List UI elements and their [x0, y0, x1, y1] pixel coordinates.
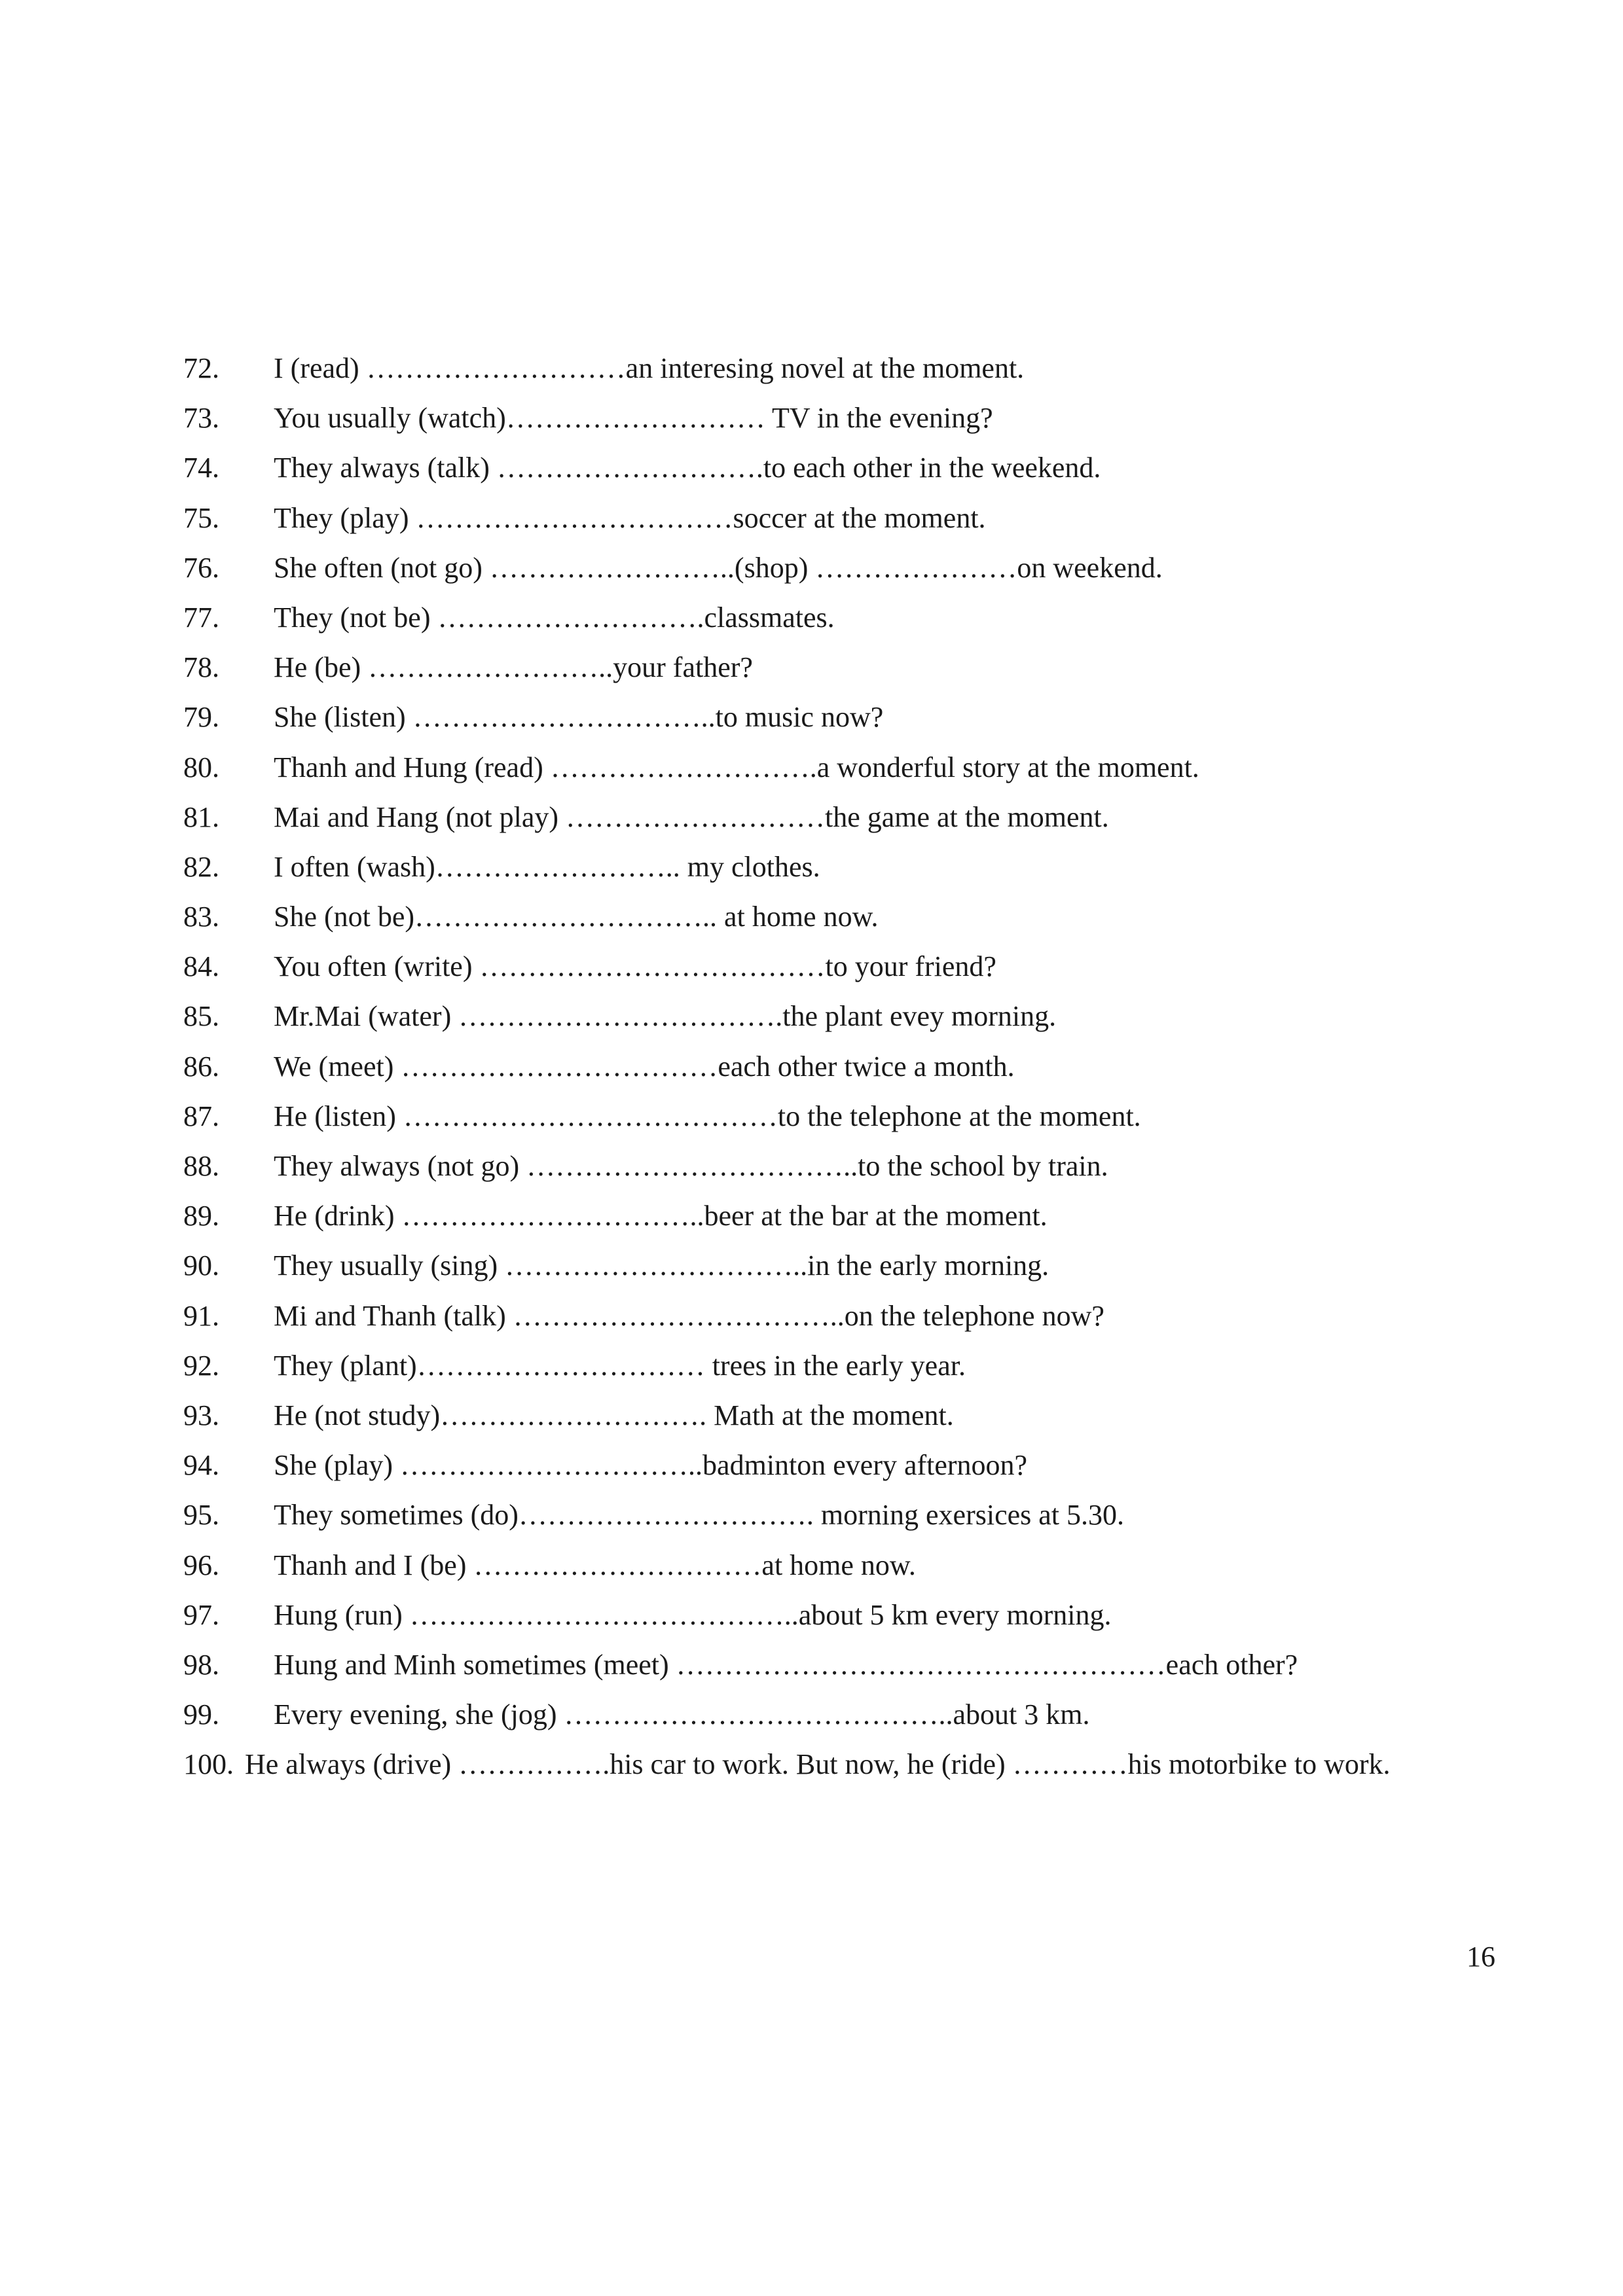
exercise-text: He (drink) …………………………..beer at the bar at the moment.	[274, 1200, 1048, 1232]
exercise-number: 100.	[183, 1748, 234, 1781]
exercise-number: 88.	[183, 1150, 219, 1182]
exercise-item	[0, 1490, 1623, 1540]
exercise-text: They (plant)………………………… trees in the early year.	[274, 1349, 966, 1382]
exercise-item	[0, 892, 1623, 942]
exercise-item	[0, 942, 1623, 992]
exercise-number: 75.	[183, 501, 219, 534]
exercise-number: 98.	[183, 1648, 219, 1681]
exercise-number: 85.	[183, 1000, 219, 1033]
exercise-number: 86.	[183, 1050, 219, 1083]
exercise-number: 87.	[183, 1100, 219, 1132]
exercise-text: They sometimes (do)…………………………. morning exersices at 5.30.	[274, 1499, 1125, 1532]
page-number: 16	[1467, 1941, 1495, 1973]
exercise-text: We (meet) ……………………………each other twice a month.	[274, 1050, 1015, 1083]
exercise-text: She often (not go) ……………………..(shop) …………………on weekend.	[274, 551, 1163, 584]
exercise-item	[0, 344, 1623, 393]
exercise-text: Thanh and I (be) …………………………at home now.	[274, 1549, 916, 1581]
exercise-text: You usually (watch)……………………… TV in the evening?	[274, 402, 993, 435]
exercise-item	[0, 692, 1623, 742]
exercise-item	[0, 1241, 1623, 1291]
exercise-number: 90.	[183, 1249, 219, 1282]
exercise-item	[0, 1541, 1623, 1590]
exercise-number: 79.	[183, 701, 219, 734]
exercise-item	[0, 1441, 1623, 1490]
exercise-item	[0, 1640, 1623, 1690]
exercise-item	[0, 1042, 1623, 1092]
exercise-text: He always (drive) …………….his car to work. But now, he (ride) …………his motorbike to work.	[245, 1748, 1391, 1781]
exercise-number: 83.	[183, 901, 219, 933]
exercise-number: 97.	[183, 1598, 219, 1631]
exercise-number: 99.	[183, 1698, 219, 1731]
exercise-text: I (read) ………………………an interesing novel at the moment.	[274, 352, 1025, 384]
exercise-number: 77.	[183, 601, 219, 634]
exercise-number: 95.	[183, 1499, 219, 1532]
exercise-number: 80.	[183, 751, 219, 783]
exercise-item	[0, 1191, 1623, 1241]
exercise-text: He (listen) …………………………………to the telephone at the moment.	[274, 1100, 1141, 1132]
exercise-text: I often (wash)…………………….. my clothes.	[274, 850, 820, 883]
exercise-item	[0, 842, 1623, 892]
exercise-item	[0, 1391, 1623, 1441]
exercise-number: 91.	[183, 1299, 219, 1332]
exercise-number: 81.	[183, 800, 219, 833]
exercise-number: 94.	[183, 1449, 219, 1482]
exercise-number: 84.	[183, 950, 219, 983]
exercise-text: Hung and Minh sometimes (meet) ……………………………………………each other?	[274, 1648, 1298, 1681]
exercise-item	[0, 643, 1623, 692]
exercise-text: He (not study)………………………. Math at the moment.	[274, 1399, 954, 1431]
exercise-item	[0, 743, 1623, 793]
exercise-text: She (listen) …………………………..to music now?	[274, 701, 884, 734]
exercise-number: 73.	[183, 402, 219, 435]
exercise-text: They usually (sing) …………………………..in the early morning.	[274, 1249, 1049, 1282]
exercise-number: 93.	[183, 1399, 219, 1431]
exercise-item	[0, 393, 1623, 443]
exercise-text: Every evening, she (jog) …………………………………..about 3 km.	[274, 1698, 1090, 1731]
exercise-text: Mr.Mai (water) …………………………….the plant evey morning.	[274, 1000, 1057, 1033]
exercise-item	[0, 793, 1623, 842]
exercise-text: Mi and Thanh (talk) ……………………………..on the telephone now?	[274, 1299, 1104, 1332]
exercise-number: 74.	[183, 452, 219, 484]
exercise-text: Hung (run) …………………………………..about 5 km every morning.	[274, 1598, 1112, 1631]
exercise-text: They always (talk) ……………………….to each other in the weekend.	[274, 452, 1101, 484]
exercise-number: 89.	[183, 1200, 219, 1232]
exercise-number: 72.	[183, 352, 219, 384]
exercise-item	[0, 543, 1623, 593]
exercise-list	[0, 344, 1623, 1789]
exercise-number: 96.	[183, 1549, 219, 1581]
exercise-text: You often (write) ………………………………to your friend?	[274, 950, 996, 983]
exercise-item	[0, 1291, 1623, 1341]
exercise-item	[0, 1141, 1623, 1191]
exercise-item	[0, 1590, 1623, 1640]
exercise-item	[0, 992, 1623, 1041]
exercise-item	[0, 1690, 1623, 1740]
exercise-text: Mai and Hang (not play) ………………………the game at the moment.	[274, 800, 1109, 833]
exercise-text: She (play) …………………………..badminton every afternoon?	[274, 1449, 1028, 1482]
exercise-text: He (be) ……………………..your father?	[274, 651, 753, 684]
exercise-number: 82.	[183, 850, 219, 883]
exercise-item	[0, 493, 1623, 543]
exercise-text: She (not be)………………………….. at home now.	[274, 901, 879, 933]
exercise-item	[0, 1740, 1623, 1789]
exercise-item	[0, 1341, 1623, 1391]
exercise-number: 76.	[183, 551, 219, 584]
exercise-item	[0, 593, 1623, 643]
exercise-text: They (not be) ……………………….classmates.	[274, 601, 835, 634]
exercise-number: 78.	[183, 651, 219, 684]
exercise-item	[0, 1092, 1623, 1141]
exercise-text: They (play) ……………………………soccer at the moment.	[274, 501, 986, 534]
exercise-text: Thanh and Hung (read) ……………………….a wonderful story at the moment.	[274, 751, 1199, 783]
exercise-number: 92.	[183, 1349, 219, 1382]
exercise-text: They always (not go) ……………………………..to the school by train.	[274, 1150, 1108, 1182]
exercise-item	[0, 443, 1623, 493]
